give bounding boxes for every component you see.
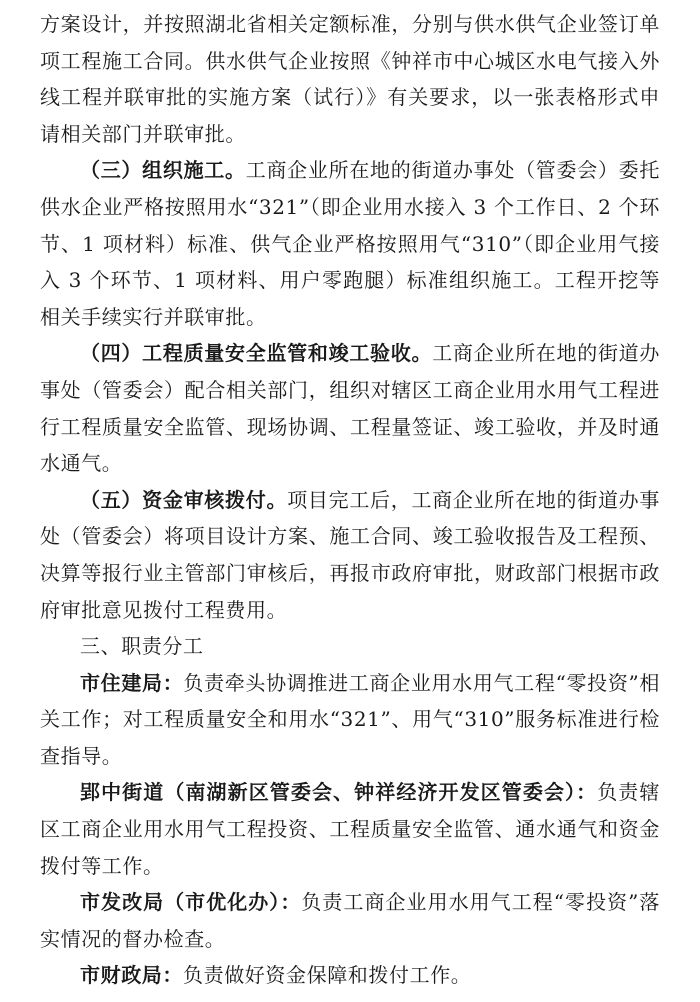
paragraph-quality-supervision	[40, 335, 660, 481]
paragraph-text: 项目完工后，工商企业所在地的街道办事处（管委会）将项目设计方案、施工合同、竣工验收报告及工程预、决算等报行业主管部门审核后，再报市政府审批，财政部门根据市政府审批意见拨付工程费用。	[40, 487, 660, 622]
paragraph-heading: 郢中街道（南湖新区管委会、钟祥经济开发区管委会）：	[80, 780, 598, 805]
paragraph-text: 负责牵头协调推进工商企业用水用气工程“零投资”相关工作；对工程质量安全和用水“321”、用气“310”服务标准进行检查指导。	[40, 670, 660, 768]
paragraph-continuation	[40, 6, 660, 152]
paragraph-heading: 市发改局（市优化办）：	[80, 890, 302, 915]
paragraph-text: 负责辖区工商企业用水用气工程投资、工程质量安全监管、通水通气和资金拨付等工作。	[40, 780, 660, 878]
section-title-responsibilities: 三、职责分工	[80, 634, 204, 659]
paragraph-heading: 市住建局：	[80, 670, 184, 695]
paragraph-organize-construction	[40, 152, 660, 335]
paragraph-finance-bureau	[40, 957, 660, 994]
paragraph-fund-review	[40, 482, 660, 628]
paragraph-heading: 市财政局：	[80, 963, 183, 988]
paragraph-text: 工商企业所在地的街道办事处（管委会）配合相关部门，组织对辖区工商企业用水用气工程进行工程质量安全监管、现场协调、工程量签证、竣工验收，并及时通水通气。	[40, 341, 660, 476]
paragraph-text: 负责做好资金保障和拨付工作。	[183, 963, 472, 988]
paragraph-text: 负责工商企业用水用气工程“零投资”落实情况的督办检查。	[40, 890, 660, 951]
paragraph-heading: （四）工程质量安全监管和竣工验收。	[80, 341, 433, 366]
paragraph-text: 方案设计，并按照湖北省相关定额标准，分别与供水供气企业签订单项工程施工合同。供水供气企业按照《钟祥市中心城区水电气接入外线工程并联审批的实施方案（试行）》有关要求，以一张表格形式申请相关部门并联审批。	[40, 12, 660, 146]
paragraph-development-bureau	[40, 884, 660, 957]
paragraph-heading: （三）组织施工。	[80, 158, 246, 183]
paragraph-yingzhong-street	[40, 774, 660, 884]
paragraph-text: 工商企业所在地的街道办事处（管委会）委托供水企业严格按照用水“321”（即企业用水接入 3 个工作日、2 个环节、1 项材料）标准、供气企业严格按照用气“310”（即企业用气接入 3 个环节、1 项材料、用户零跑腿）标准组织施工。工程开挖等相关手续实行并联审批。	[40, 158, 660, 329]
paragraph-housing-bureau	[40, 665, 660, 775]
paragraph-heading: （五）资金审核拨付。	[80, 487, 288, 512]
